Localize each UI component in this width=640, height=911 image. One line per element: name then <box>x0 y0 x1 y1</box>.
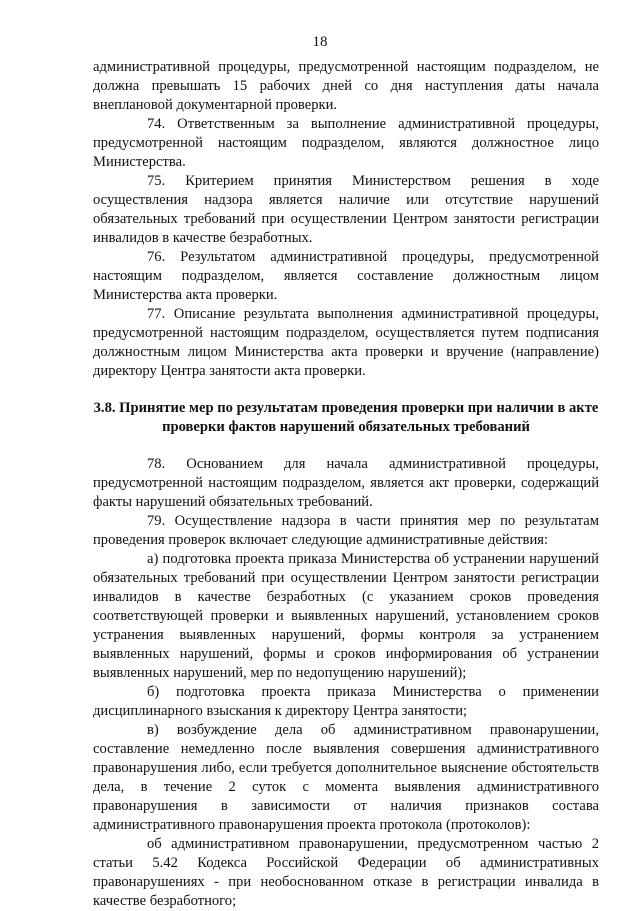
list-item-b: б) подготовка проекта приказа Министерства о применении дисциплинарного взыскания к директору Центра занятости; <box>93 684 599 719</box>
paragraph-79: 79. Осуществление надзора в части принятия мер по результатам проведения проверок включает следующие административные действия: <box>93 513 599 548</box>
list-item-v-sub: об административном правонарушении, предусмотренном частью 2 статьи 5.42 Кодекса Российской Федерации об административных правонарушениях - при необоснованном отказе в регистрации инвалида в качестве безработного; <box>93 836 599 909</box>
paragraph-77: 77. Описание результата выполнения административной процедуры, предусмотренной настоящим подразделом, осуществляется путем подписания должностным лицом Министерства акта проверки и вручение (направление) директору Центра занятости акта проверки. <box>93 306 599 379</box>
paragraph-75: 75. Критерием принятия Министерством решения в ходе осуществления надзора является наличие или отсутствие нарушений обязательных требований при осуществлении Центром занятости регистрации инвалидов в качестве безработных. <box>93 173 599 246</box>
list-item-v: в) возбуждение дела об административном правонарушении, составление немедленно после выявления совершения административного правонарушения либо, если требуется дополнительное выяснение обстоятельств дела, в течение 2 суток с момента выявления административного правонарушения в зависимости от наличия признаков состава административного правонарушения проекта протокола (протоколов): <box>93 722 599 833</box>
paragraph-76: 76. Результатом административной процедуры, предусмотренной настоящим подразделом, является составление должностным лицом Министерства акта проверки. <box>93 249 599 303</box>
paragraph-continuation: административной процедуры, предусмотренной настоящим подразделом, не должна превышать 15 рабочих дней со дня наступления даты начала внеплановой документарной проверки. <box>93 59 599 113</box>
paragraph-78: 78. Основанием для начала административной процедуры, предусмотренной настоящим подразделом, является акт проверки, содержащий факты нарушений обязательных требований. <box>93 456 599 510</box>
paragraph-74: 74. Ответственным за выполнение административной процедуры, предусмотренной настоящим подразделом, являются должностное лицо Министерства. <box>93 116 599 170</box>
section-heading: 3.8. Принятие мер по результатам проведения проверки при наличии в акте проверки фактов нарушений обязательных требований <box>93 400 599 435</box>
list-item-a: а) подготовка проекта приказа Министерства об устранении нарушений обязательных требований при осуществлении Центром занятости регистрации инвалидов в качестве безработных (с указанием сроков проведения соответствующей проверки и выявленных нарушений, установлением сроков устранения выявленных нарушений, формы контроля за устранением выявленных нарушений, формы и сроков информирования об устранении выявленных нарушений, мер по недопущению нарушений); <box>93 551 599 681</box>
document-body <box>93 58 599 911</box>
page-number: 18 <box>312 34 328 50</box>
